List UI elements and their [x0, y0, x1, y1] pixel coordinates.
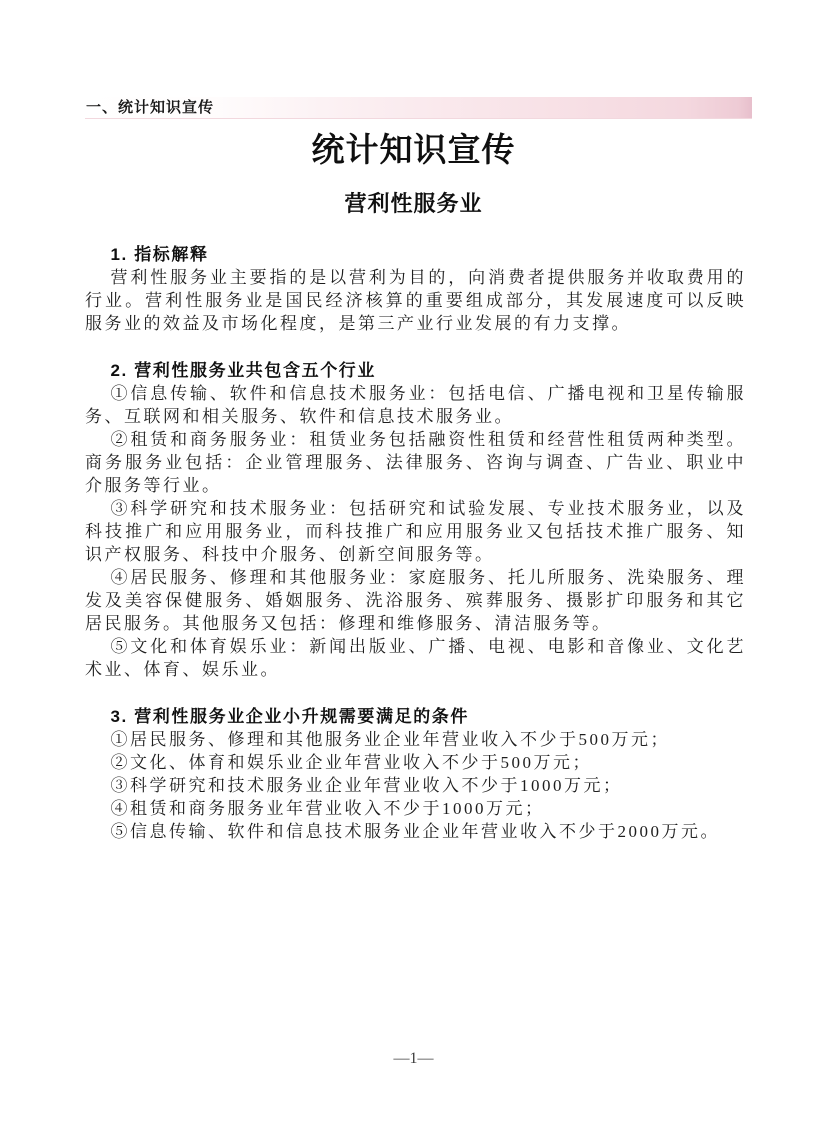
section-2-item-3: ③科学研究和技术服务业：包括研究和试验发展、专业技术服务业，以及科技推广和应用服务业，而科技推广和应用服务业又包括技术推广服务、知识产权服务、科技中介服务、创新空间服务等。	[85, 499, 746, 564]
document-body	[85, 243, 746, 843]
section-3-item-5: ⑤信息传输、软件和信息技术服务业企业年营业收入不少于2000万元。	[110, 822, 720, 841]
section-2-item-1: ①信息传输、软件和信息技术服务业：包括电信、广播电视和卫星传输服务、互联网和相关服务、软件和信息技术服务业。	[85, 384, 746, 426]
section-2-item-5: ⑤文化和体育娱乐业：新闻出版业、广播、电视、电影和音像业、文化艺术业、体育、娱乐业。	[85, 637, 746, 679]
section-header-bar	[85, 97, 752, 119]
page-title: 统计知识宣传	[311, 133, 516, 169]
section-2-heading: 2. 营利性服务业共包含五个行业	[110, 361, 377, 380]
section-3-item-1: ①居民服务、修理和其他服务业企业年营业收入不少于500万元；	[110, 730, 670, 749]
section-1-paragraph: 营利性服务业主要指的是以营利为目的，向消费者提供服务并收取费用的行业。营利性服务业是国民经济核算的重要组成部分，其发展速度可以反映服务业的效益及市场化程度，是第三产业行业发展的有力支撑。	[85, 268, 746, 333]
section-header-label: 一、统计知识宣传	[86, 99, 215, 116]
section-3-heading: 3. 营利性服务业企业小升规需要满足的条件	[110, 707, 469, 726]
section-1-heading: 1. 指标解释	[110, 245, 209, 264]
section-3-item-2: ②文化、体育和娱乐业企业年营业收入不少于500万元；	[110, 753, 592, 772]
section-2-item-4: ④居民服务、修理和其他服务业：家庭服务、托儿所服务、洗染服务、理发及美容保健服务、婚姻服务、洗浴服务、殡葬服务、摄影扩印服务和其它居民服务。其他服务又包括：修理和维修服务、清洁服务等。	[85, 568, 746, 633]
page-subtitle: 营利性服务业	[344, 191, 483, 216]
section-3-item-3: ③科学研究和技术服务业企业年营业收入不少于1000万元；	[110, 776, 623, 795]
section-2-item-2: ②租赁和商务服务业：租赁业务包括融资性租赁和经营性租赁两种类型。商务服务业包括：企业管理服务、法律服务、咨询与调查、广告业、职业中介服务等行业。	[85, 430, 746, 495]
page-number: —1—	[393, 1050, 434, 1067]
section-3-item-4: ④租赁和商务服务业年营业收入不少于1000万元；	[110, 799, 545, 818]
